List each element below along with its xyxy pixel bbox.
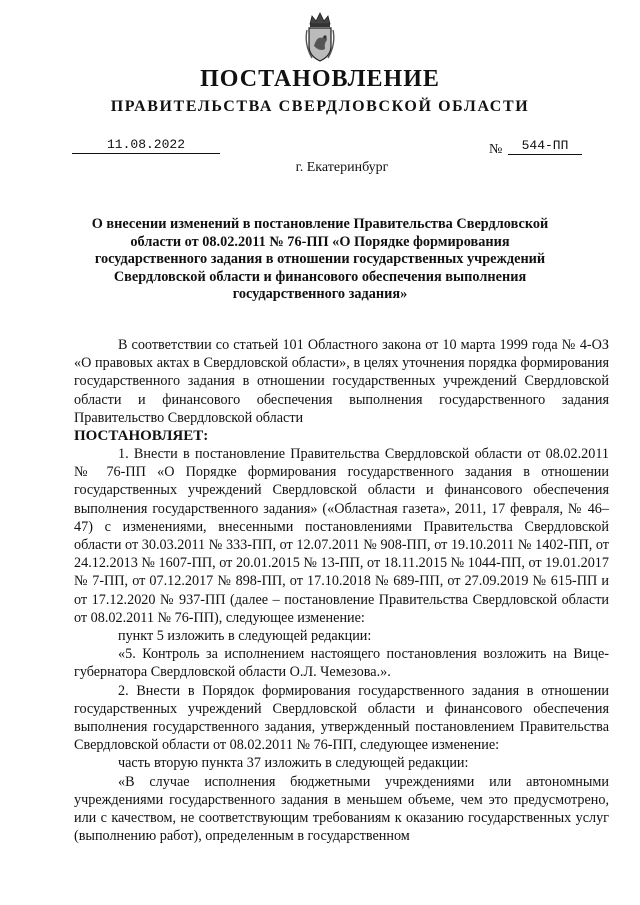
paragraph-1b: «5. Контроль за исполнением настоящего постановления возложить на Вице-губернатора Свердловской области О.Л. Чемезова.». — [74, 646, 609, 681]
document-heading: О внесении изменений в постановление Правительства Свердловской области от 08.02.2011 № 76-ПП «О Порядке формирования государственного задания в отношении государственных учреждений Свердловской области и финансового обеспечения выполнения государственного задания» — [91, 216, 549, 303]
paragraph-1a: пункт 5 изложить в следующей редакции: — [118, 628, 372, 645]
paragraph-1: 1. Внести в постановление Правительства Свердловской области от 08.02.2011 № 76-ПП «О Порядке формирования государственного задания в отношении государственных учреждений Свердловской области и финансового обеспечения выполнения государственного задания» («Областная газета», 2011, 17 февраля, № 46–47) с изменениями, внесенными постановлениями Правительства Свердловской области от 30.03.2011 № 333-ПП, от 12.07.2011 № 908-ПП, от 19.10.2011 № 1402-ПП, от 24.12.2013 № 1607-ПП, от 20.01.2015 № 13-ПП, от 18.11.2015 № 1044-ПП, от 19.01.2017 № 7-ПП, от 07.12.2017 № 898-ПП, от 17.10.2018 № 689-ПП, от 27.09.2019 № 615-ПП и от 17.12.2020 № 937-ПП (далее – постановление Правительства Свердловской области от 08.02.2011 № 76-ПП), следующее изменение: — [74, 446, 609, 626]
coat-of-arms-icon — [302, 10, 338, 64]
document-body — [74, 336, 609, 845]
document-number: 544-ПП — [508, 138, 582, 155]
document-date: 11.08.2022 — [72, 137, 220, 154]
city: г. Екатеринбург — [295, 160, 389, 175]
number-label: № — [489, 142, 503, 157]
resolves-label: ПОСТАНОВЛЯЕТ: — [74, 428, 209, 445]
preamble-paragraph: В соответствии со статьей 101 Областного закона от 10 марта 1999 года № 4-ОЗ «О правовых актах в Свердловской области», в целях уточнения порядка формирования государственного задания в отношении государственных учреждений Свердловской области и финансового обеспечения выполнения государственного задания Правительство Свердловской области — [74, 337, 609, 426]
paragraph-2a: часть вторую пункта 37 изложить в следующей редакции: — [118, 755, 469, 772]
paragraph-2b: «В случае исполнения бюджетными учреждениями или автономными учреждениями государственного задания в меньшем объеме, чем это предусмотрено, или с качеством, не соответствующим требованиям к оказанию государственных услуг (выполнению работ), определенным в государственном — [74, 773, 609, 845]
paragraph-2: 2. Внести в Порядок формирования государственного задания в отношении государственных учреждений Свердловской области и финансового обеспечения выполнения государственного задания, утвержденный постановлением Правительства Свердловской области от 08.02.2011 № 76-ПП, следующее изменение: — [74, 682, 609, 754]
document-issuer: ПРАВИТЕЛЬСТВА СВЕРДЛОВСКОЙ ОБЛАСТИ — [110, 98, 530, 115]
document-title: ПОСТАНОВЛЕНИЕ — [200, 66, 440, 92]
